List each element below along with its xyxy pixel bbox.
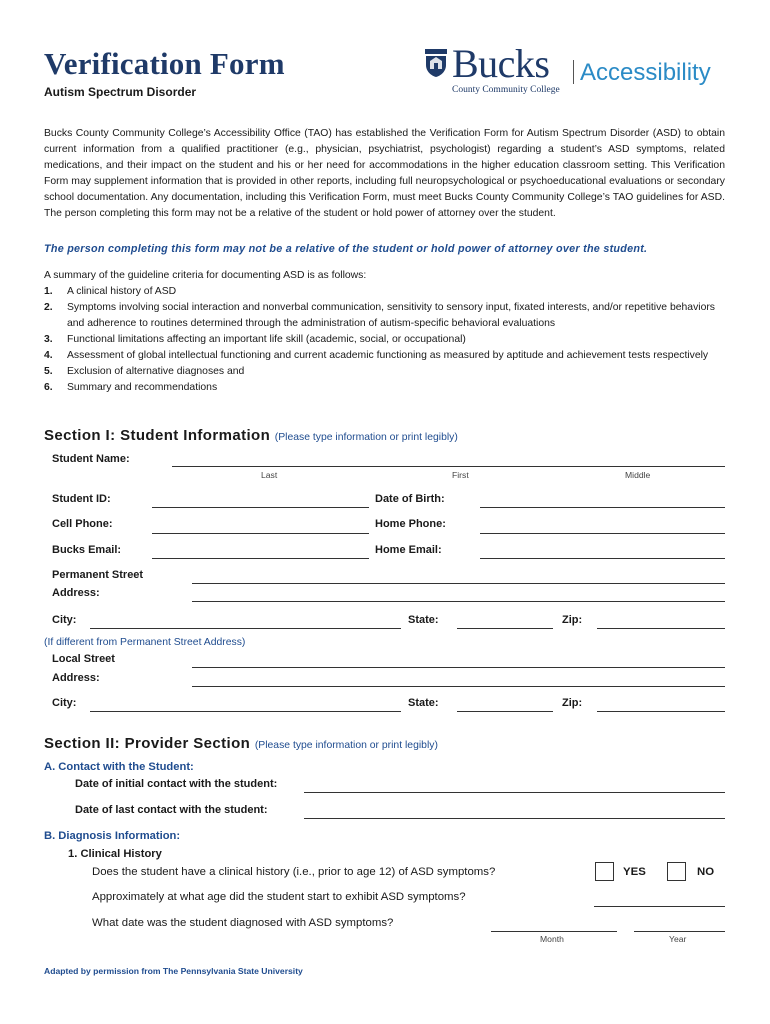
student-id-field[interactable] — [152, 507, 369, 508]
cell-phone-field[interactable] — [152, 533, 369, 534]
onset-age-field[interactable] — [594, 906, 725, 907]
list-item: 6. Summary and recommendations — [44, 382, 218, 393]
zip2-field[interactable] — [597, 711, 725, 712]
no-checkbox[interactable] — [667, 862, 686, 881]
section1-heading: Section I: Student Information (Please type information or print legibly) — [44, 427, 458, 444]
diagnosis-year-field[interactable] — [634, 931, 725, 932]
section2-note: (Please type information or print legibly) — [254, 740, 438, 751]
diagnosis-month-field[interactable] — [491, 931, 617, 932]
yes-label: YES — [623, 866, 646, 878]
contact-heading: A. Contact with the Student: — [44, 761, 194, 773]
last-contact-label: Date of last contact with the student: — [75, 804, 268, 816]
middle-name-caption: Middle — [625, 470, 651, 480]
criteria-lead: A summary of the guideline criteria for documenting ASD is as follows: — [44, 270, 367, 281]
home-email-label: Home Email: — [375, 544, 442, 556]
city-label: City: — [52, 614, 77, 626]
month-caption: Month — [540, 934, 564, 944]
section1-note: (Please type information or print legibly) — [274, 432, 458, 443]
zip-field[interactable] — [597, 628, 725, 629]
home-phone-label: Home Phone: — [375, 518, 446, 530]
student-name-field[interactable] — [172, 466, 725, 467]
diagnosis-heading: B. Diagnosis Information: — [44, 830, 181, 842]
last-name-caption: Last — [261, 470, 278, 480]
zip-label: Zip: — [562, 614, 583, 626]
state2-field[interactable] — [457, 711, 553, 712]
city2-label: City: — [52, 697, 77, 709]
local-address-field[interactable] — [192, 686, 725, 687]
onset-age-question: Approximately at what age did the student start to exhibit ASD symptoms? — [92, 891, 466, 903]
year-caption: Year — [669, 934, 687, 944]
clinical-history-heading: 1. Clinical History — [68, 848, 162, 860]
permanent-street-label: Permanent Street — [52, 569, 144, 581]
section2-heading: Section II: Provider Section (Please type information or print legibly) — [44, 735, 438, 752]
page-subtitle: Autism Spectrum Disorder — [44, 85, 197, 99]
relative-warning: The person completing this form may not be a relative of the student or hold power of attorney over the student. — [44, 243, 648, 255]
city2-field[interactable] — [90, 711, 401, 712]
bucks-email-label: Bucks Email: — [52, 544, 122, 556]
diagnosis-date-question: What date was the student diagnosed with ASD symptoms? — [92, 917, 394, 929]
list-item: 5. Exclusion of alternative diagnoses and — [44, 366, 245, 377]
student-id-label: Student ID: — [52, 493, 111, 505]
logo-divider — [573, 60, 574, 84]
logo-wordmark: Bucks — [452, 41, 550, 86]
state-label: State: — [408, 614, 439, 626]
first-name-caption: First — [452, 470, 469, 480]
yes-checkbox[interactable] — [595, 862, 614, 881]
initial-contact-label: Date of initial contact with the student: — [75, 778, 278, 790]
dob-field[interactable] — [480, 507, 725, 508]
dob-label: Date of Birth: — [375, 493, 445, 505]
permanent-address-label: Address: — [52, 587, 100, 599]
bucks-email-field[interactable] — [152, 558, 369, 559]
page-title: Verification Form — [44, 46, 285, 81]
state2-label: State: — [408, 697, 439, 709]
cell-phone-label: Cell Phone: — [52, 518, 113, 530]
list-item: 2. Symptoms involving social interaction and nonverbal communication, sensitivity to sensory input, fixated interests, and/or repetitive behaviors and adherence to routines determined through the administration of autism-specific behavioral evaluations — [44, 302, 716, 329]
home-phone-field[interactable] — [480, 533, 725, 534]
initial-contact-field[interactable] — [304, 792, 725, 793]
logo-college-name: County Community College — [452, 85, 560, 95]
state-field[interactable] — [457, 628, 553, 629]
clinical-history-question: Does the student have a clinical history (i.e., prior to age 12) of ASD symptoms? — [92, 866, 496, 878]
no-label: NO — [697, 866, 715, 878]
home-email-field[interactable] — [480, 558, 725, 559]
permanent-street-field[interactable] — [192, 583, 725, 584]
list-item: 3. Functional limitations affecting an important life skill (academic, social, or occupational) — [44, 334, 466, 345]
last-contact-field[interactable] — [304, 818, 725, 819]
local-street-field[interactable] — [192, 667, 725, 668]
zip2-label: Zip: — [562, 697, 583, 709]
city-field[interactable] — [90, 628, 401, 629]
bucks-crest-icon — [424, 48, 448, 78]
logo-accessibility: Accessibility — [580, 59, 711, 86]
criteria-list — [44, 284, 734, 396]
footer-attribution: Adapted by permission from The Pennsylvania State University — [44, 966, 303, 976]
student-name-label: Student Name: — [52, 453, 130, 465]
list-item: 1. A clinical history of ASD — [44, 286, 177, 297]
if-different-note: (If different from Permanent Street Address) — [44, 637, 246, 648]
list-item: 4. Assessment of global intellectual functioning and current academic functioning as measured by aptitude and achievement tests respectively — [44, 350, 709, 361]
local-address-label: Address: — [52, 672, 100, 684]
intro-paragraph: Bucks County Community College’s Accessibility Office (TAO) has established the Verification Form for Autism Spectrum Disorder (ASD) to obtain current information from a qualified practitioner (e.g., physician, psychiatrist, psychologist) regarding a student’s ASD symptoms, related medications, and their impact on the student and his or her need for accommodations in the higher education classroom setting. This Verification Form may supplement information that is provided in other reports, including full neuropsychological or psychoeducational evaluations or secondary school documentation. Any documentation, including this Verification Form, must meet Bucks County Community College’s TAO guidelines for ASD. The person completing this form may not be a relative of the student or hold power of attorney over the student. — [44, 128, 725, 219]
local-street-label: Local Street — [52, 653, 115, 665]
permanent-address-field[interactable] — [192, 601, 725, 602]
